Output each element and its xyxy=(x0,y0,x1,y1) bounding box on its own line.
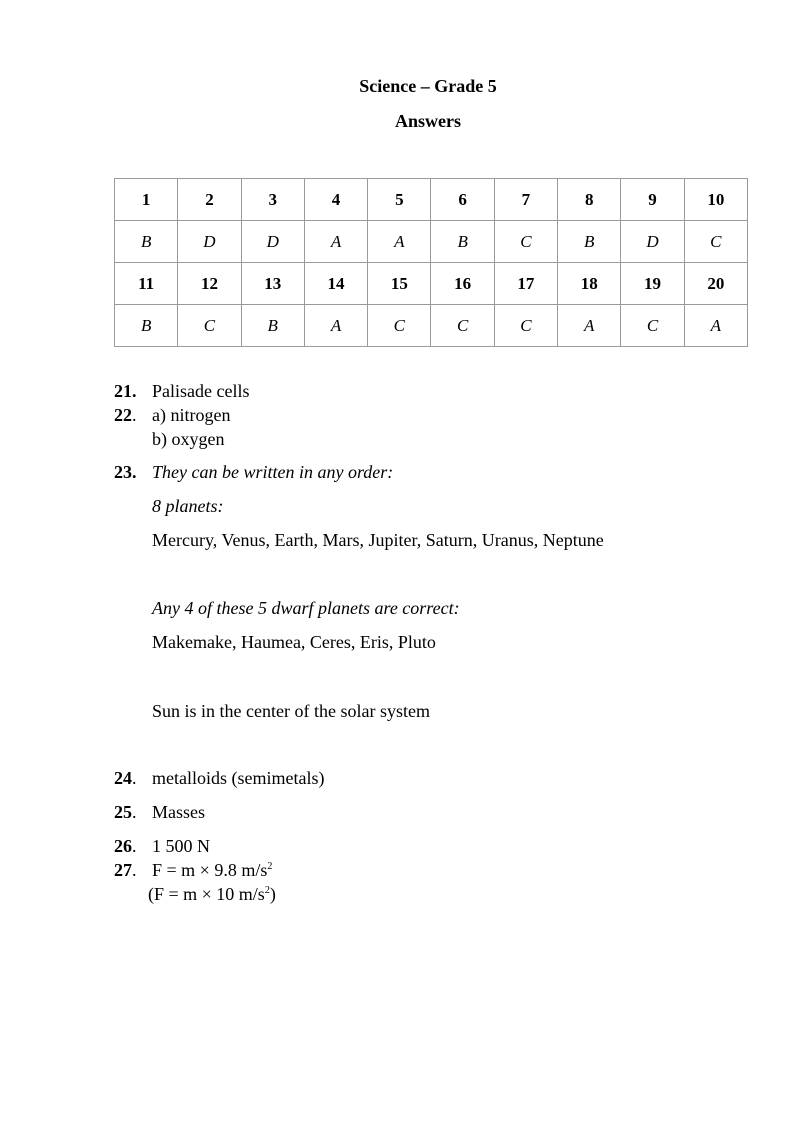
table-question-number: 13 xyxy=(241,263,304,305)
table-question-number: 6 xyxy=(431,179,494,221)
table-question-number: 3 xyxy=(241,179,304,221)
table-answer-letter: C xyxy=(178,305,241,347)
formula-1: F = m × 9.8 $m/s^2$ xyxy=(152,860,273,880)
table-answer-letter: C xyxy=(431,305,494,347)
table-question-number: 4 xyxy=(304,179,367,221)
dwarf-planets-list: Makemake, Haumea, Ceres, Eris, Pluto xyxy=(152,632,436,652)
table-question-number: 18 xyxy=(558,263,621,305)
table-question-number: 10 xyxy=(684,179,747,221)
sun-statement: Sun is in the center of the solar system xyxy=(152,701,430,721)
table-answer-letter: A xyxy=(558,305,621,347)
table-answer-letter: B xyxy=(115,221,178,263)
table-question-number: 15 xyxy=(368,263,431,305)
table-answer-letter: C xyxy=(494,221,557,263)
table-question-number: 11 xyxy=(115,263,178,305)
table-answer-letter: D xyxy=(621,221,684,263)
table-answer-letter: C xyxy=(494,305,557,347)
table-question-number: 19 xyxy=(621,263,684,305)
table-answer-letter: A xyxy=(304,305,367,347)
answer-note: They can be written in any order: xyxy=(152,462,394,482)
page-title: Science – Grade 5 xyxy=(359,76,497,96)
table-question-number: 14 xyxy=(304,263,367,305)
answer-text: Masses xyxy=(152,802,205,822)
table-answer-letter: A xyxy=(368,221,431,263)
answer-text: 1 500 N xyxy=(152,836,210,856)
table-answer-letter: C xyxy=(684,221,747,263)
planets-label: 8 planets: xyxy=(152,496,224,516)
table-answer-letter: A xyxy=(684,305,747,347)
question-number-row xyxy=(115,179,748,221)
answer-text: Palisade cells xyxy=(152,381,250,401)
answer-part-a: a) nitrogen xyxy=(152,405,231,425)
table-answer-letter: B xyxy=(241,305,304,347)
question-number-row xyxy=(115,263,748,305)
answer-part-b: b) oxygen xyxy=(152,429,225,449)
answer-text: metalloids (semimetals) xyxy=(152,768,325,788)
table-question-number: 17 xyxy=(494,263,557,305)
table-answer-letter: B xyxy=(115,305,178,347)
table-question-number: 12 xyxy=(178,263,241,305)
question-number: 22. xyxy=(114,405,137,425)
answers-table xyxy=(114,178,748,347)
dwarf-planets-label: Any 4 of these 5 dwarf planets are correct: xyxy=(152,598,460,618)
answer-row xyxy=(115,305,748,347)
question-number: 24. xyxy=(114,768,137,788)
table-answer-letter: B xyxy=(558,221,621,263)
table-question-number: 2 xyxy=(178,179,241,221)
planets-list: Mercury, Venus, Earth, Mars, Jupiter, Saturn, Uranus, Neptune xyxy=(152,530,604,550)
table-answer-letter: A xyxy=(304,221,367,263)
table-answer-letter: C xyxy=(621,305,684,347)
table-answer-letter: B xyxy=(431,221,494,263)
table-question-number: 7 xyxy=(494,179,557,221)
table-question-number: 1 xyxy=(115,179,178,221)
question-number: 23. xyxy=(114,462,137,482)
question-number: 27. xyxy=(114,860,137,880)
table-answer-letter: C xyxy=(368,305,431,347)
table-question-number: 8 xyxy=(558,179,621,221)
question-number: 25. xyxy=(114,802,137,822)
question-number: 21. xyxy=(114,381,137,401)
table-question-number: 20 xyxy=(684,263,747,305)
answer-row xyxy=(115,221,748,263)
page-subtitle: Answers xyxy=(395,111,461,131)
table-answer-letter: D xyxy=(178,221,241,263)
table-answer-letter: D xyxy=(241,221,304,263)
formula-2: (F = m × 10 $m/s^2$) xyxy=(148,884,276,904)
question-number: 26. xyxy=(114,836,137,856)
table-question-number: 16 xyxy=(431,263,494,305)
table-question-number: 9 xyxy=(621,179,684,221)
table-question-number: 5 xyxy=(368,179,431,221)
